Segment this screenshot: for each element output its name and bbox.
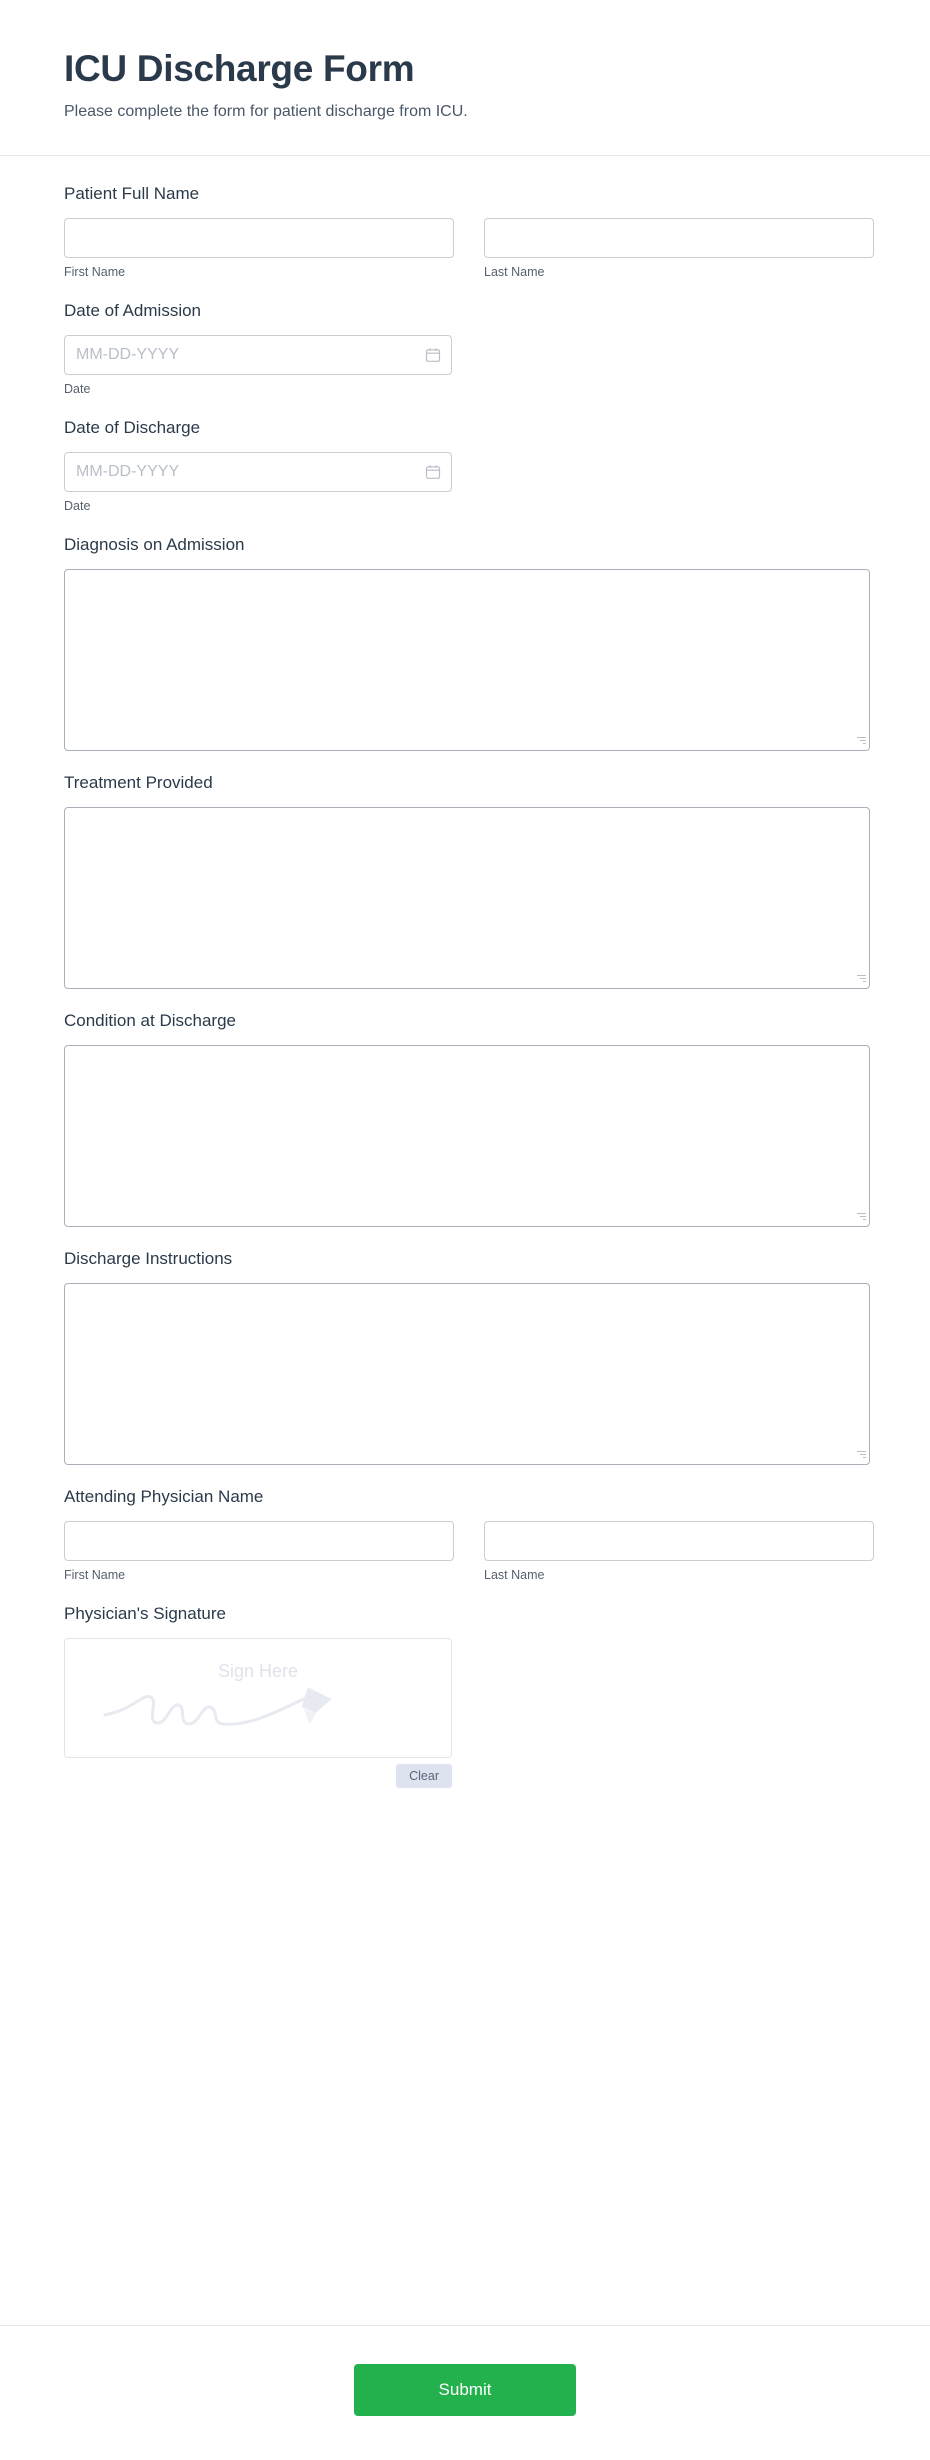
form-footer (0, 2325, 930, 2460)
page-title: ICU Discharge Form (64, 48, 415, 89)
field-discharge-instructions (64, 1249, 866, 1487)
field-label: Condition at Discharge (64, 1010, 236, 1030)
patient-last-name-sublabel: Last Name (484, 264, 545, 279)
patient-first-name-input[interactable] (64, 218, 454, 258)
physician-last-name-sublabel: Last Name (484, 1567, 545, 1582)
field-attending-physician-name (64, 1487, 866, 1604)
discharge-date-sublabel: Date (64, 498, 91, 513)
physician-first-name-sublabel: First Name (64, 1567, 126, 1582)
treatment-textarea-wrap (64, 807, 870, 989)
instructions-textarea-wrap (64, 1283, 870, 1465)
pen-icon (302, 1687, 332, 1725)
field-label: Patient Full Name (64, 183, 200, 203)
signature-hint: Sign Here (217, 1660, 299, 1681)
field-label: Attending Physician Name (64, 1486, 264, 1506)
signature-clear-row (64, 1764, 452, 1788)
field-date-of-discharge (64, 418, 866, 535)
instructions-textarea[interactable] (64, 1283, 870, 1465)
admission-date-wrap (64, 335, 452, 375)
physician-last-name-group (484, 1521, 874, 1582)
admission-date-input[interactable] (64, 335, 452, 375)
patient-last-name-input[interactable] (484, 218, 874, 258)
field-label: Date of Admission (64, 300, 202, 320)
submit-button[interactable]: Submit (354, 2364, 576, 2416)
discharge-date-wrap (64, 452, 452, 492)
signature-placeholder-art (65, 1669, 451, 1749)
physician-first-name-group (64, 1521, 454, 1582)
field-physician-signature (64, 1604, 866, 1798)
patient-first-name-group (64, 218, 454, 279)
physician-first-name-input[interactable] (64, 1521, 454, 1561)
form-header (0, 0, 930, 156)
field-treatment-provided (64, 773, 866, 1011)
signature-pad[interactable] (64, 1638, 452, 1758)
field-patient-full-name (64, 184, 866, 301)
condition-textarea[interactable] (64, 1045, 870, 1227)
physician-last-name-input[interactable] (484, 1521, 874, 1561)
diagnosis-textarea[interactable] (64, 569, 870, 751)
form-body (0, 156, 930, 2295)
field-label: Discharge Instructions (64, 1248, 233, 1268)
diagnosis-textarea-wrap (64, 569, 870, 751)
field-label: Date of Discharge (64, 417, 201, 437)
treatment-textarea[interactable] (64, 807, 870, 989)
field-label: Diagnosis on Admission (64, 534, 245, 554)
patient-first-name-sublabel: First Name (64, 264, 126, 279)
field-date-of-admission (64, 301, 866, 418)
physician-name-row (64, 1521, 866, 1582)
name-row (64, 218, 866, 279)
discharge-date-input[interactable] (64, 452, 452, 492)
field-diagnosis-on-admission (64, 535, 866, 773)
field-label: Treatment Provided (64, 772, 213, 792)
condition-textarea-wrap (64, 1045, 870, 1227)
clear-signature-button[interactable]: Clear (396, 1764, 452, 1788)
field-label: Physician's Signature (64, 1603, 226, 1623)
patient-last-name-group (484, 218, 874, 279)
admission-date-sublabel: Date (64, 381, 91, 396)
page-subtitle: Please complete the form for patient discharge from ICU. (64, 102, 468, 120)
field-condition-at-discharge (64, 1011, 866, 1249)
